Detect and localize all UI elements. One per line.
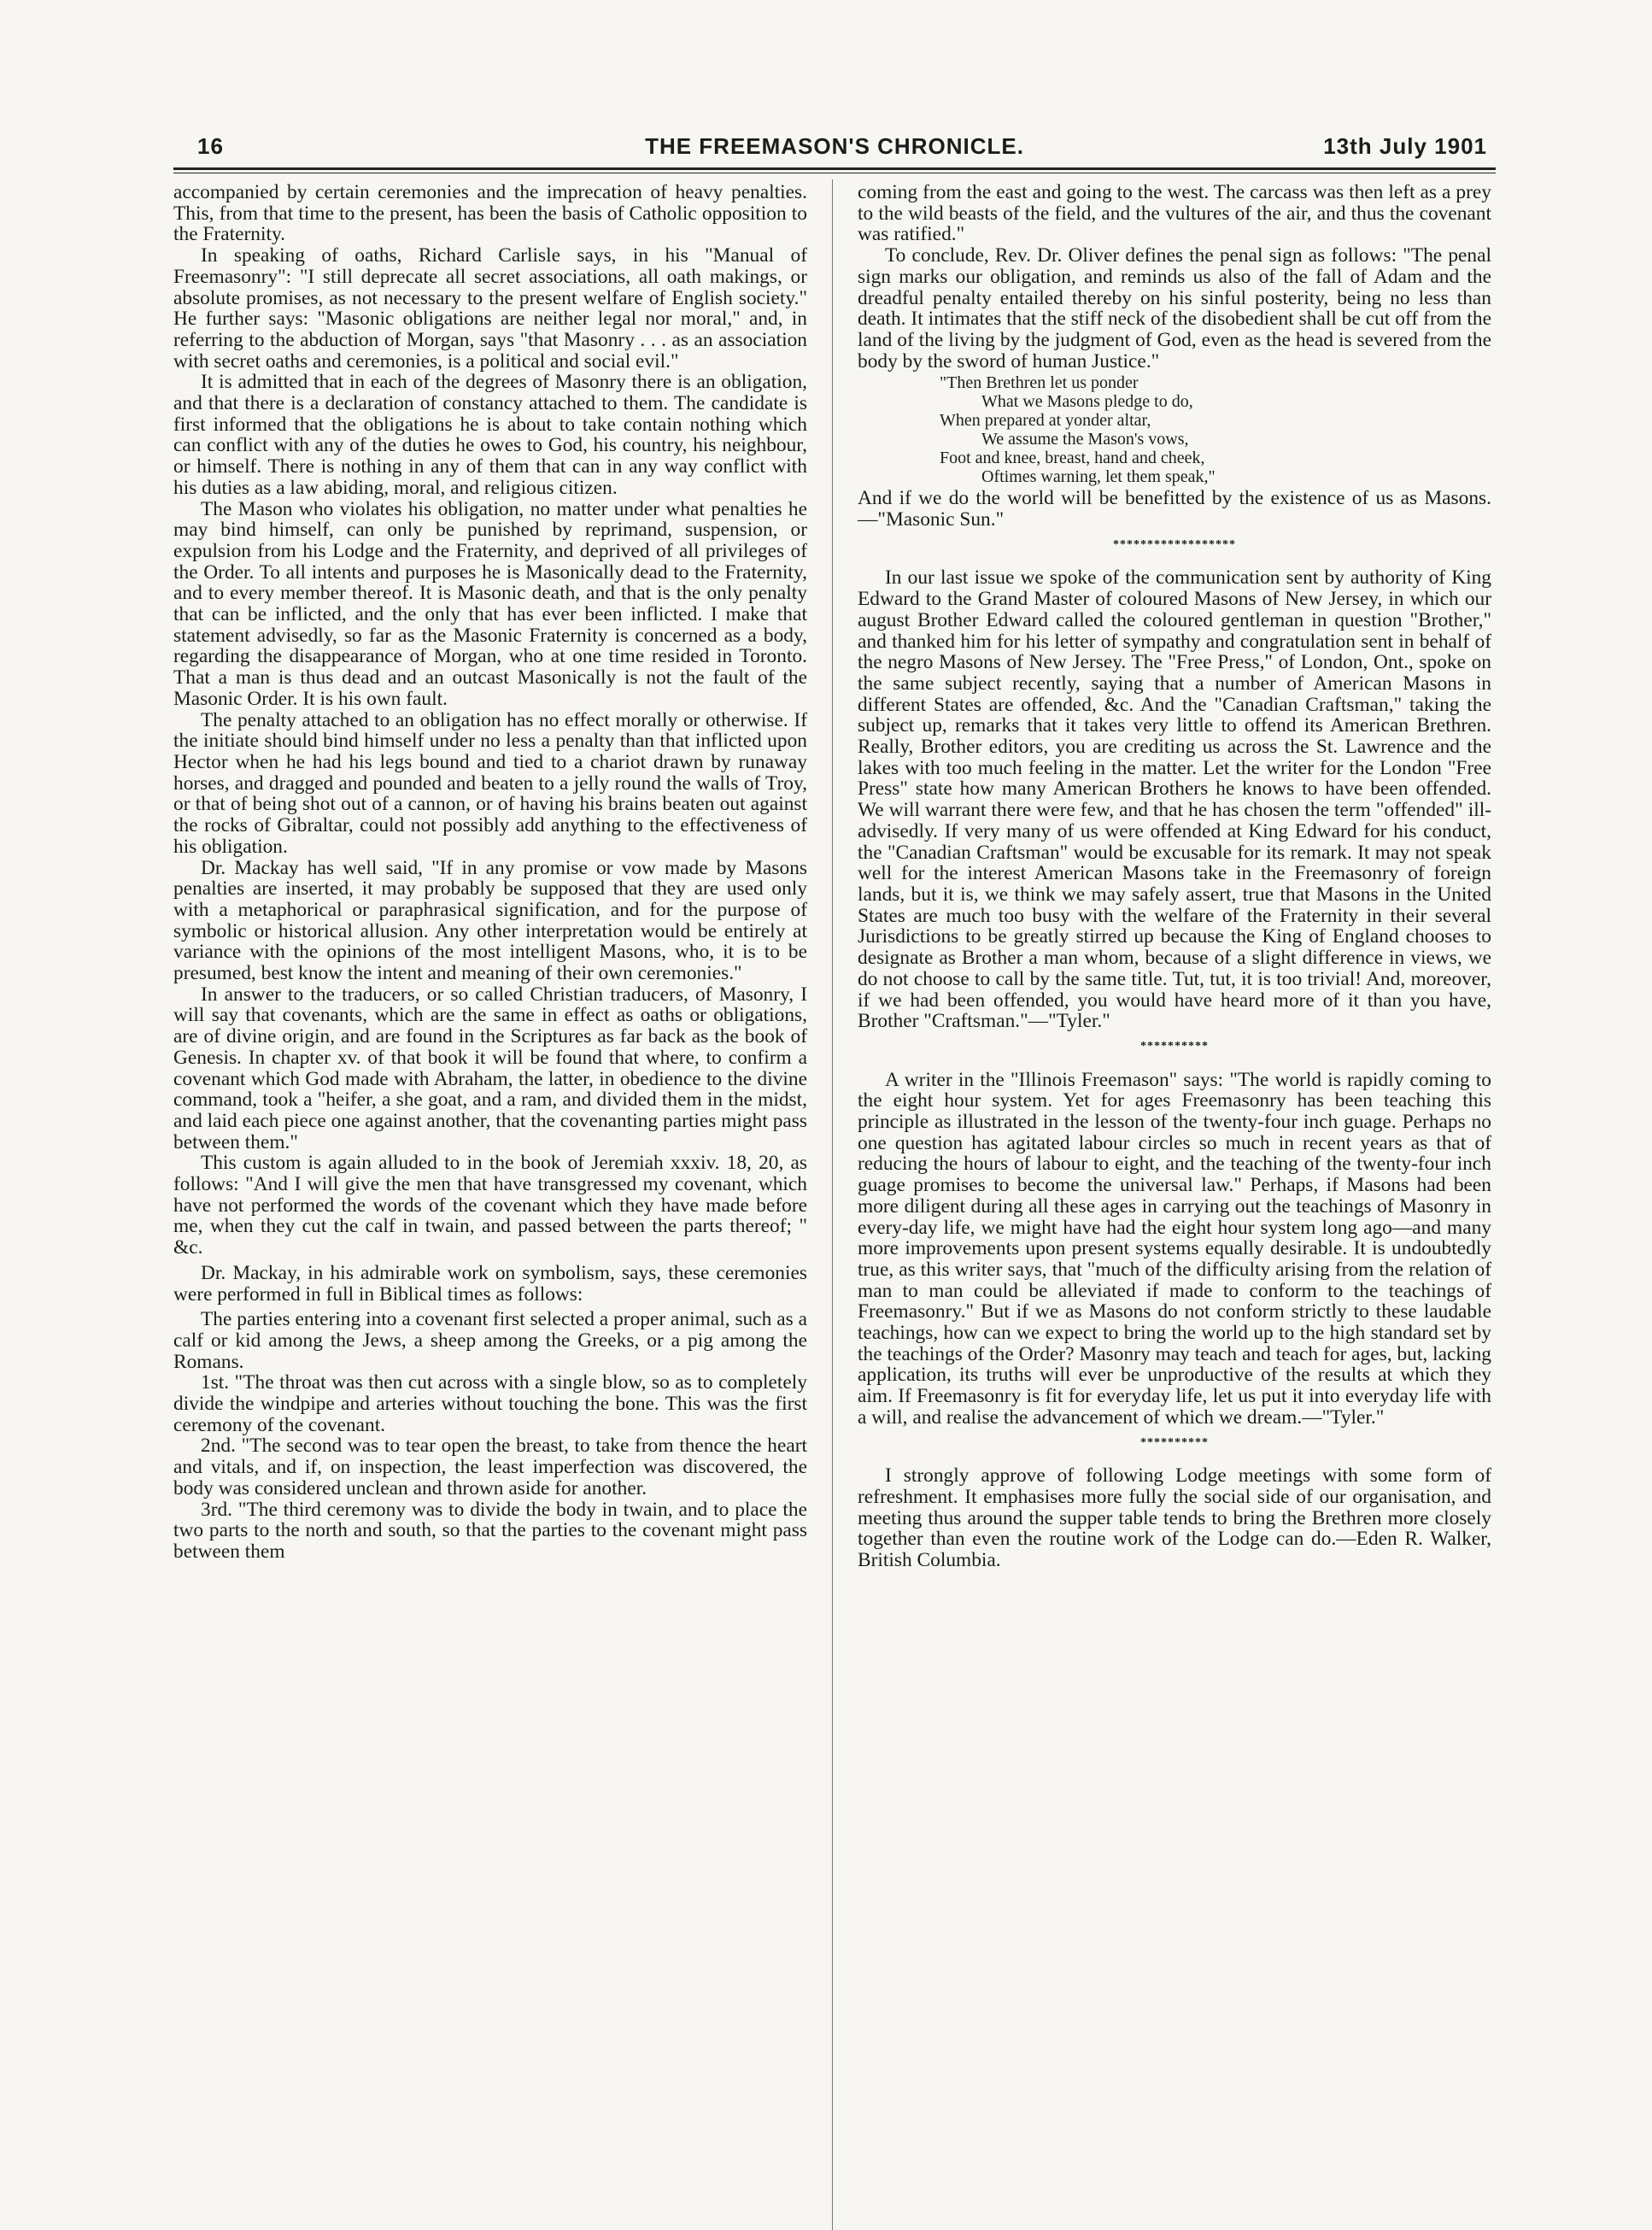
paragraph: 3rd. "The third ceremony was to divide the body in twain, and to place the two parts to the north and south, so that the parties to the covenant might pass between them <box>173 1498 807 1563</box>
paragraph: A writer in the "Illinois Freemason" says: "The world is rapidly coming to the eight hour system. Yet for ages Freemasonry has been teaching this principle as illustrated in the lesson of the twenty-four inch guage. Perhaps no one question has agitated labour circles so much in recent years as that of reducing the hours of labour to eight, and the teaching of the twenty-four inch guage promises to become the universal law." Perhaps, if Masons had been more diligent during all these ages in carrying out the teachings of Masonry in every-day life, we might have had the eight hour system long ago—and many more improvements upon present systems equally desirable. It is undoubtedly true, as this writer says, that "much of the difficulty arising from the relation of man to man could be alleviated if made to conform to the teachings of Freemasonry." But if we as Masons do not conform strictly to these laudable teachings, how can we expect to bring the world up to the high standard set by the teachings of the Order? Masonry may teach and teach for ages, but, lacking application, its truths will ever be unproductive of the results at which they aim. If Freemasonry is fit for everyday life, let us put it into everyday life with a will, and realise the advancement of which we dream.—"Tyler." <box>858 1068 1491 1429</box>
section-separator: ****************** <box>1113 537 1236 551</box>
section-separator: ********** <box>1140 1039 1209 1053</box>
paragraph: In our last issue we spoke of the communication sent by authority of King Edward to the Grand Master of coloured Masons of New Jersey, in which our august Brother Edward called the coloured gentleman in question "Brother," and thanked him for his letter of sympathy and congratulation sent in behalf of the negro Masons of New Jersey. The "Free Press," of London, Ont., spoke on the same subject recently, saying that a number of American Masons in different States are offended, &c. And the "Canadian Craftsman," taking the subject up, remarks that it takes very little to offend its American Brethren. Really, Brother editors, you are crediting us across the St. Lawrence and the lakes with too much feeling in the matter. Let the writer for the London "Free Press" state how many American Brothers he knows to have been offended. We will warrant there were few, and that he has chosen the term "offended" ill-advisedly. If very many of us were offended at King Edward for his conduct, the "Canadian Craftsman" would be excusable for its remark. It may not speak well for the interest American Masons take in the Freemasonry of foreign lands, but it is, we think we may safely assert, true that Masons in the United States are much too busy with the welfare of the Fraternity in their several Jurisdictions to be greatly stirred up because the King of England chooses to designate as Brother a man whom, because of a slight difference in views, we do not choose to call by the same title. Tut, tut, it is too trivial! And, moreover, if we had been offended, you would have heard more of it than you have, Brother "Craftsman."—"Tyler." <box>858 566 1491 1033</box>
left-column <box>173 182 807 1563</box>
paragraph: The Mason who violates his obligation, no matter under what penalties he may bind himself, can only be punished by reprimand, suspension, or expulsion from his Lodge and the Fraternity, and deprived of all privileges of the Order. To all intents and purposes he is Masonically dead to the Fraternity, and to every member thereof. It is Masonic death, and that is the only penalty that can be inflicted, and the only that has ever been inflicted. I make that statement advisedly, so far as the Masonic Fraternity is concerned as a body, regarding the disappearance of Morgan, who at one time resided in Toronto. That a man is thus dead and an outcast Masonically is not the fault of the Masonic Order. It is his own fault. <box>173 497 807 710</box>
right-column <box>858 182 1491 1571</box>
paragraph: This custom is again alluded to in the book of Jeremiah xxxiv. 18, 20, as follows: "And I will give the men that have transgressed my covenant, which have not performed the words of the covenant which they have made before me, when they cut the calf in twain, and passed between the parts thereof; " &c. <box>173 1152 807 1259</box>
paragraph: Dr. Mackay has well said, "If in any promise or vow made by Masons penalties are inserted, it may probably be supposed that they are used only with a metaphorical or paraphrasical signification, and for the purpose of symbolic or historical allusion. Any other interpretation would be entirely at variance with the opinions of the most intelligent Masons, who, it is to be presumed, best know the intent and meaning of their own ceremonies." <box>173 856 807 985</box>
paragraph: coming from the east and going to the west. The carcass was then left as a prey to the wild beasts of the field, and the vultures of the air, and thus the covenant was ratified." <box>858 181 1491 246</box>
verse-line: We assume the Mason's vows, <box>981 430 1189 449</box>
paragraph: To conclude, Rev. Dr. Oliver defines the penal sign as follows: "The penal sign marks our obligation, and reminds us also of the fall of Adam and the dreadful penalty entailed thereby on his sinful posterity, being no less than death. It intimates that the stiff neck of the disobedient shall be cut off from the land of the living by the judgment of God, even as the head is severed from the body by the sword of human Justice." <box>858 244 1491 373</box>
section-separator: ********** <box>1140 1435 1209 1449</box>
issue-date: 13th July 1901 <box>1323 133 1487 159</box>
paragraph: Dr. Mackay, in his admirable work on symbolism, says, these ceremonies were performed in full in Biblical times as follows: <box>173 1261 807 1306</box>
verse-line: Oftimes warning, let them speak," <box>981 467 1216 487</box>
verse-line: What we Masons pledge to do, <box>981 392 1193 412</box>
paragraph: It is admitted that in each of the degrees of Masonry there is an obligation, and that there is a declaration of constancy attached to them. The candidate is first informed that the obligations he is about to take contain nothing which can conflict with any of the duties he owes to God, his country, his neighbour, or himself. There is nothing in any of them that can in any way conflict with his duties as a law abiding, moral, and religious citizen. <box>173 371 807 499</box>
header-rule-thick <box>173 167 1496 170</box>
paragraph: In speaking of oaths, Richard Carlisle says, in his "Manual of Freemasonry": "I still deprecate all secret associations, all oath makings, or absolute promises, as not necessary to the present welfare of English society." He further says: "Masonic obligations are neither legal nor moral," and, in referring to the abduction of Morgan, says "that Masonry . . . as an association with secret oaths and ceremonies, is a political and social evil." <box>173 244 807 373</box>
verse <box>858 373 1491 486</box>
verse-line: Foot and knee, breast, hand and cheek, <box>940 449 1205 468</box>
verse-line: When prepared at yonder altar, <box>940 411 1151 431</box>
verse-line: "Then Brethren let us ponder <box>940 373 1139 393</box>
page-number: 16 <box>197 133 224 159</box>
paragraph: accompanied by certain ceremonies and the imprecation of heavy penalties. This, from that time to the present, has been the basis of Catholic opposition to the Fraternity. <box>173 181 807 246</box>
paragraph: 2nd. "The second was to tear open the breast, to take from thence the heart and vitals, and if, on inspection, the least imperfection was discovered, the body was considered unclean and thrown aside for another. <box>173 1435 807 1499</box>
publication-title: THE FREEMASON'S CHRONICLE. <box>645 133 1024 159</box>
paragraph: I strongly approve of following Lodge meetings with some form of refreshment. It emphasises more fully the social side of our organisation, and meeting thus around the supper table tends to bring the Brethren more closely together than even the routine work of the Lodge can do.—Eden R. Walker, British Columbia. <box>858 1464 1491 1572</box>
paragraph: The parties entering into a covenant first selected a proper animal, such as a calf or kid among the Jews, a sheep among the Greeks, or a pig among the Romans. <box>173 1308 807 1373</box>
column-divider <box>832 179 833 2230</box>
page-header <box>173 130 1496 164</box>
paragraph: And if we do the world will be benefitted by the existence of us as Masons.—"Masonic Sun." <box>858 487 1491 531</box>
paragraph: The penalty attached to an obligation has no effect morally or otherwise. If the initiate should bind himself under no less a penalty than that inflicted upon Hector when he had his legs bound and tied to a chariot drawn by runaway horses, and dragged and pounded and beaten to a jelly round the walls of Troy, or that of being shot out of a cannon, or of having his brains beaten out against the rocks of Gibraltar, could not possibly add anything to the effectiveness of his obligation. <box>173 708 807 858</box>
paragraph: In answer to the traducers, or so called Christian traducers, of Masonry, I will say that covenants, which are the same in effect as oaths or obligations, are of divine origin, and are found in the Scriptures as far back as the book of Genesis. In chapter xv. of that book it will be found that where, to confirm a covenant which God made with Abraham, the latter, in obedience to the divine command, took a "heifer, a she goat, and a ram, and divided them in the midst, and laid each piece one against another, that the covenanting parties might pass between them." <box>173 983 807 1153</box>
paragraph: 1st. "The throat was then cut across with a single blow, so as to completely divide the windpipe and arteries without touching the bone. This was the first ceremony of the covenant. <box>173 1371 807 1436</box>
